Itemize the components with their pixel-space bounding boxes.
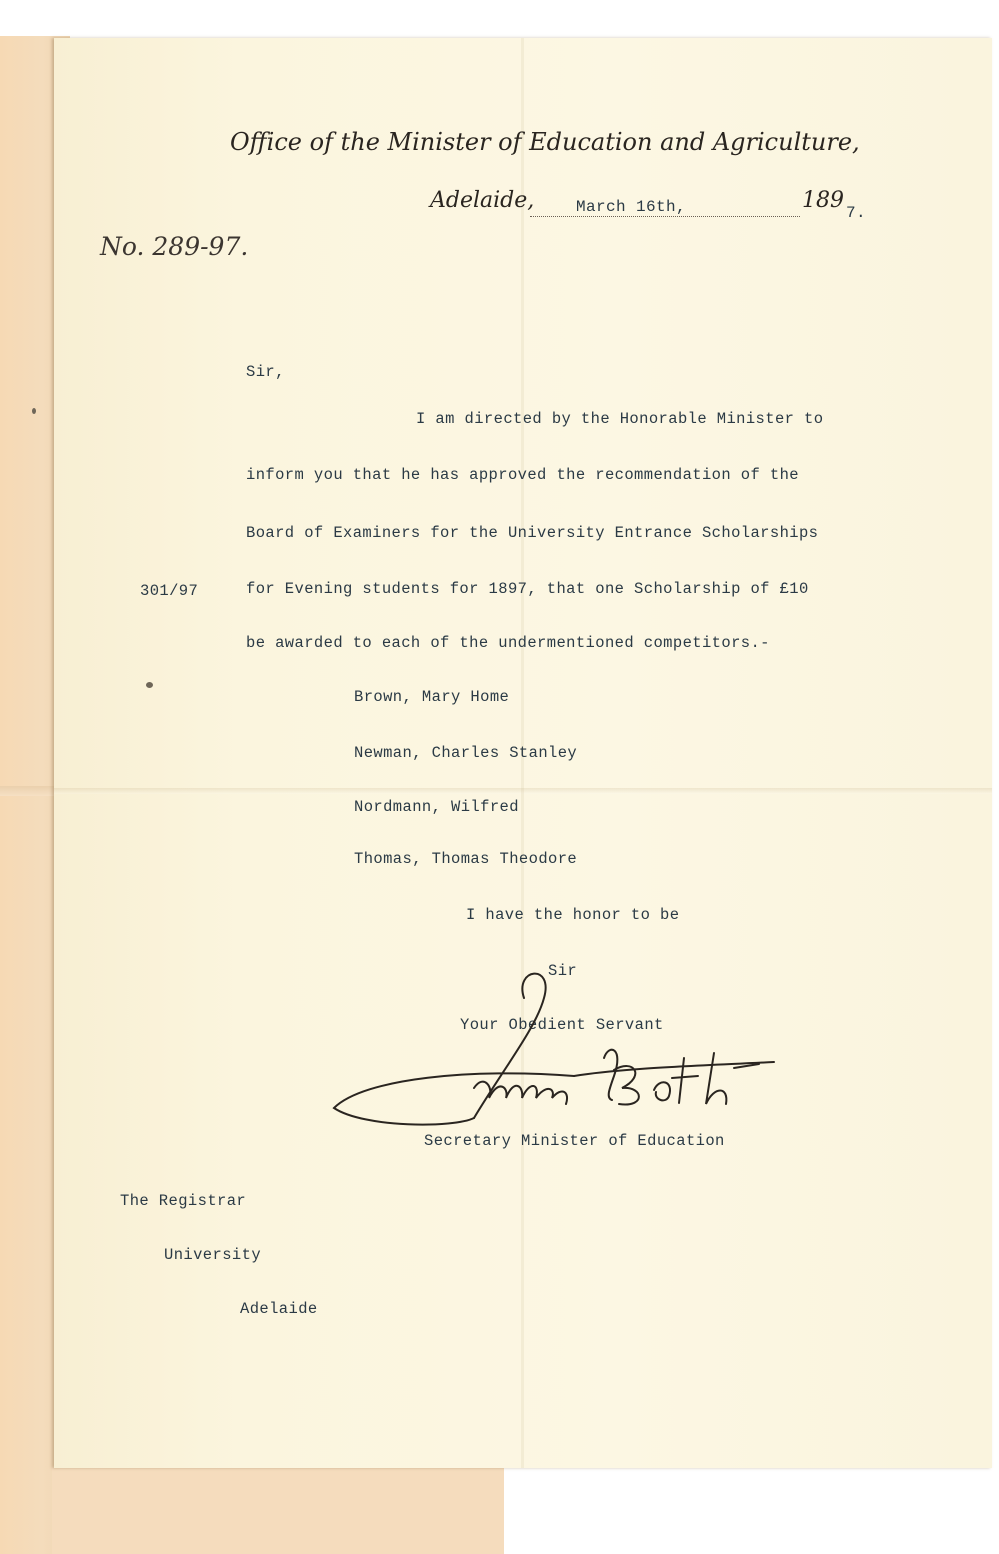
- closing-line-2: Sir: [548, 962, 578, 980]
- salutation: Sir,: [246, 363, 285, 381]
- letter-date: March 16th,: [576, 198, 687, 216]
- reference-number: No. 289-97.: [100, 232, 249, 261]
- letter-sheet: [54, 38, 992, 1468]
- competitor-3: Nordmann, Wilfred: [354, 798, 519, 816]
- handwritten-signature: [274, 958, 794, 1138]
- addressee-line-1: The Registrar: [120, 1192, 247, 1210]
- letter-year-suffix: 7.: [846, 204, 867, 222]
- letterhead-office: Office of the Minister of Education and Agriculture,: [230, 128, 860, 156]
- closing-line-1: I have the honor to be: [466, 906, 680, 924]
- competitor-2: Newman, Charles Stanley: [354, 744, 578, 762]
- addressee-line-3: Adelaide: [240, 1300, 318, 1318]
- closing-line-3: Your Obedient Servant: [460, 1016, 664, 1034]
- body-line-4: for Evening students for 1897, that one Scholarship of £10: [246, 580, 809, 598]
- body-line-1: I am directed by the Honorable Minister to: [416, 410, 824, 428]
- margin-reference: 301/97: [140, 582, 199, 600]
- addressee-line-2: University: [164, 1246, 262, 1264]
- letterhead-place: Adelaide,: [430, 188, 535, 213]
- signatory-title: Secretary Minister of Education: [424, 1132, 725, 1150]
- body-line-2: inform you that he has approved the recommendation of the: [246, 466, 799, 484]
- bottom-stub-sheet: [52, 1468, 504, 1554]
- body-line-5: be awarded to each of the undermentioned competitors.-: [246, 634, 770, 652]
- competitor-1: Brown, Mary Home: [354, 688, 510, 706]
- ink-spot-left: [32, 408, 36, 414]
- letter-year-prefix: 189: [802, 188, 844, 213]
- ink-spot: [146, 682, 153, 688]
- date-dotted-line: [530, 216, 800, 217]
- body-line-3: Board of Examiners for the University Entrance Scholarships: [246, 524, 819, 542]
- competitor-4: Thomas, Thomas Theodore: [354, 850, 578, 868]
